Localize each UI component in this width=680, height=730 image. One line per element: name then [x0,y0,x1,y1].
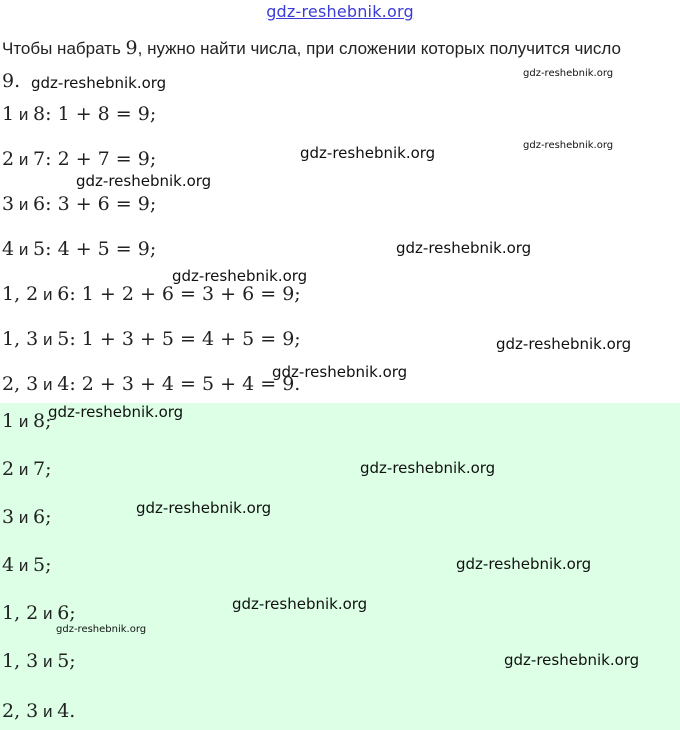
row-numbers: 2, 3 [2,373,39,395]
row-numbers-2: 6 [57,283,70,305]
answer-numbers-2: 6; [57,602,76,624]
answer-row [2,550,52,580]
intro-text-after: , нужно найти числа, при сложении которых получится число [137,39,621,58]
row-numbers: 1 [2,103,15,125]
answer-numbers: 1 [2,410,15,432]
answer-numbers-2: 7; [33,458,52,480]
row-conj: и [14,240,34,259]
solution-row [2,324,301,354]
row-numbers-2: 6 [33,193,46,215]
site-watermark-header: gdz-reshebnik.org [266,2,414,21]
watermark: gdz-reshebnik.org [136,499,272,517]
answer-numbers-2: 6; [33,506,52,528]
row-conj: и [14,195,34,214]
row-numbers: 1, 2 [2,283,39,305]
row-numbers-2: 5 [57,328,70,350]
answer-numbers-2: 4. [57,700,76,722]
answer-conj: и [14,556,34,575]
watermark: gdz-reshebnik.org [272,363,408,381]
row-expression: : 4 + 5 = 9; [45,238,157,260]
intro-end: 9. [2,70,21,92]
row-conj: и [14,150,34,169]
row-numbers: 3 [2,193,15,215]
watermark: gdz-reshebnik.org [523,68,614,79]
row-numbers: 4 [2,238,15,260]
row-expression: : 2 + 3 + 4 = 5 + 4 = 9. [69,373,301,395]
solution-row [2,99,156,129]
watermark: gdz-reshebnik.org [504,651,640,669]
answer-conj: и [14,460,34,479]
solution-row [2,144,156,174]
answer-conj: и [38,702,58,721]
answer-numbers: 4 [2,554,15,576]
intro-number: 9 [125,37,138,59]
watermark: gdz-reshebnik.org [232,595,368,613]
row-numbers: 2 [2,148,15,170]
answer-numbers: 3 [2,506,15,528]
watermark: gdz-reshebnik.org [31,74,167,92]
answer-conj: и [38,604,58,623]
row-expression: : 1 + 2 + 6 = 3 + 6 = 9; [69,283,301,305]
watermark: gdz-reshebnik.org [76,172,212,190]
answer-row [2,646,76,676]
solution-row [2,369,300,399]
watermark: gdz-reshebnik.org [396,239,532,257]
row-expression: : 3 + 6 = 9; [45,193,157,215]
row-conj: и [38,330,58,349]
watermark: gdz-reshebnik.org [300,144,436,162]
row-numbers-2: 5 [33,238,46,260]
answer-conj: и [38,652,58,671]
answer-conj: и [14,412,34,431]
row-expression: : 2 + 7 = 9; [45,148,157,170]
solution-row [2,234,156,264]
answer-numbers-2: 5; [57,650,76,672]
watermark: gdz-reshebnik.org [360,459,496,477]
watermark: gdz-reshebnik.org [523,140,614,151]
row-expression: : 1 + 3 + 5 = 4 + 5 = 9; [69,328,301,350]
answer-conj: и [14,508,34,527]
row-numbers-2: 7 [33,148,46,170]
watermark: gdz-reshebnik.org [496,335,632,353]
watermark: gdz-reshebnik.org [56,624,147,635]
answer-numbers: 1, 2 [2,602,39,624]
answer-numbers: 1, 3 [2,650,39,672]
watermark: gdz-reshebnik.org [456,555,592,573]
answer-numbers-2: 5; [33,554,52,576]
row-numbers-2: 8 [33,103,46,125]
intro-text-before: Чтобы набрать [2,39,126,58]
answer-numbers: 2 [2,458,15,480]
row-conj: и [14,105,34,124]
answer-row [2,454,52,484]
answer-row [2,696,75,726]
row-conj: и [38,375,58,394]
row-numbers-2: 4 [57,373,70,395]
row-numbers: 1, 3 [2,328,39,350]
answer-numbers: 2, 3 [2,700,39,722]
watermark: gdz-reshebnik.org [172,267,308,285]
answer-row [2,502,52,532]
answer-numbers-2: 8; [33,410,52,432]
row-conj: и [38,285,58,304]
solution-row [2,189,156,219]
answer-row [2,406,52,436]
watermark: gdz-reshebnik.org [48,403,184,421]
row-expression: : 1 + 8 = 9; [45,103,157,125]
